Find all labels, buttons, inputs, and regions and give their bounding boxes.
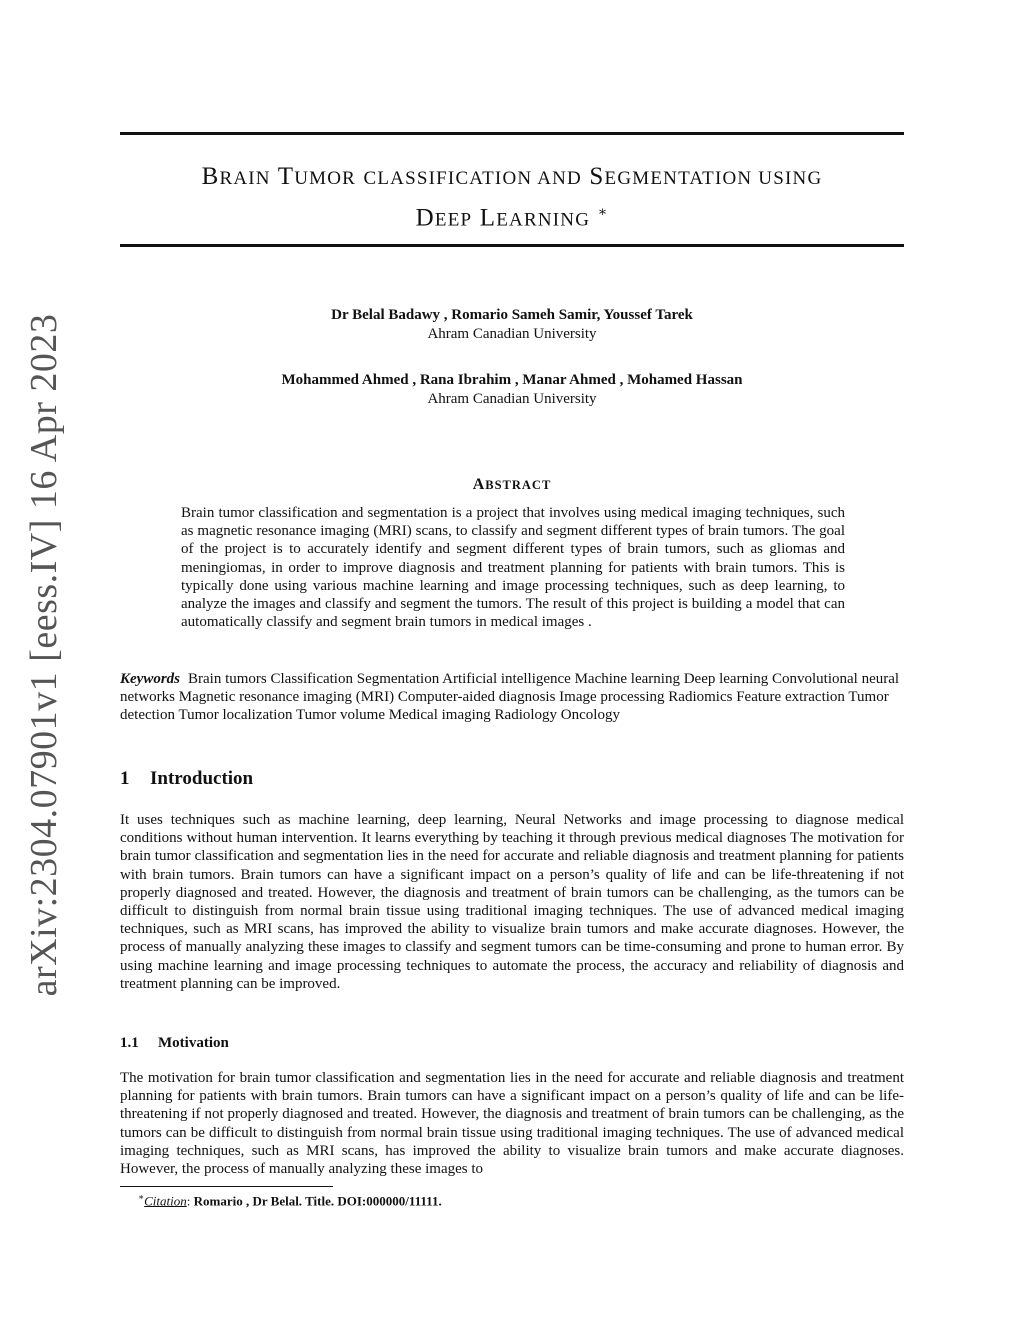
keywords-label: Keywords <box>120 671 180 687</box>
title-top-rule <box>120 132 904 135</box>
author-names-2: Mohammed Ahmed , Rana Ibrahim , Manar Ahmed , Mohamed Hassan <box>281 372 743 388</box>
paper-title <box>120 160 904 237</box>
section-1-title: Introduction <box>150 768 254 789</box>
author-block-2 <box>120 371 904 409</box>
title-footnote-marker: ∗ <box>597 205 609 220</box>
subsection-1-1-paragraph: The motivation for brain tumor classification and segmentation lies in the need for accurate and reliable diagnosis and treatment planning for patients with brain tumors. Brain tumors can have a significant impact on a person’s quality of life and can be life-threatening if not properly diagnosed and treated. However, the diagnosis and treatment of brain tumors can be challenging, as the tumors can be difficult to distinguish from normal brain tissue using traditional imaging techniques. The use of advanced medical imaging techniques, such as MRI scans, has improved the ability to visualize brain tumors and make accurate diagnoses. However, the process of manually analyzing these images to <box>120 1070 904 1178</box>
keywords-block <box>120 670 904 725</box>
subsection-1-1-number: 1.1 <box>120 1035 139 1051</box>
section-1-heading <box>120 768 253 790</box>
section-1-paragraph: It uses techniques such as machine learning, deep learning, Neural Networks and image processing to diagnose medical conditions without human intervention. It learns everything by teaching it through previous medical diagnoses The motivation for brain tumor classification and segmentation lies in the need for accurate and reliable diagnosis and treatment planning for patients with brain tumors. Brain tumors can have a significant impact on a person’s quality of life and can be life-threatening if not properly diagnosed and treated. However, the diagnosis and treatment of brain tumors can be challenging, as the tumors can be difficult to distinguish from normal brain tissue using traditional imaging techniques. The use of advanced medical imaging techniques, such as MRI scans, has improved the ability to visualize brain tumors and make accurate diagnoses. However, the process of manually analyzing these images to classify and segment tumors can be time-consuming and prone to human error. By using machine learning and image processing techniques to automate the process, the accuracy and reliability of diagnosis and treatment planning can be improved. <box>120 812 904 992</box>
author-block-1 <box>120 306 904 344</box>
author-affiliation-1: Ahram Canadian University <box>427 326 597 342</box>
arxiv-identifier: arXiv:2304.07901v1 [eess.IV] 16 Apr 2023 <box>23 313 65 997</box>
footnote-marker: ∗ <box>138 1192 145 1202</box>
title-line-2: DEEP LEARNING ∗ <box>415 204 609 232</box>
title-bottom-rule <box>120 244 904 247</box>
abstract-heading: ABSTRACT <box>472 476 552 493</box>
subsection-1-1-heading <box>120 1035 229 1052</box>
arxiv-side-stamp <box>14 313 74 997</box>
author-affiliation-2: Ahram Canadian University <box>427 391 597 407</box>
section-1-number: 1 <box>120 768 130 789</box>
subsection-1-1-title: Motivation <box>158 1035 229 1051</box>
footnote-rule <box>120 1186 333 1187</box>
keywords-text: Brain tumors Classification Segmentation Artificial intelligence Machine learning Deep learning Convolutional neural networks Magnetic resonance imaging (MRI) Computer-aided diagnosis Image processing Radiomics Feature extraction Tumor detection Tumor localization Tumor volume Medical imaging Radiology Oncology <box>120 671 900 724</box>
footnote: ∗Citation: Romario , Dr Belal. Title. DOI:000000/11111. <box>138 1192 442 1209</box>
footnote-citation-label: Citation <box>144 1193 187 1209</box>
author-names-1: Dr Belal Badawy , Romario Sameh Samir, Youssef Tarek <box>331 307 693 323</box>
abstract-text: Brain tumor classification and segmentation is a project that involves using medical imaging techniques, such as magnetic resonance imaging (MRI) scans, to classify and segment different types of brain tumors. The goal of the project is to accurately identify and segment different types of brain tumors, such as gliomas and meningiomas, in order to improve diagnosis and treatment planning for patients with brain tumors. This is typically done using various machine learning and image processing techniques, such as deep learning, to analyze the images and classify and segment the tumors. The result of this project is building a model that can automatically classify and segment brain tumors in medical images . <box>181 505 845 631</box>
footnote-citation-text: Romario , Dr Belal. Title. DOI:000000/11111. <box>193 1193 442 1209</box>
title-line-1: BRAIN TUMOR CLASSIFICATION AND SEGMENTATION USING <box>201 163 823 190</box>
